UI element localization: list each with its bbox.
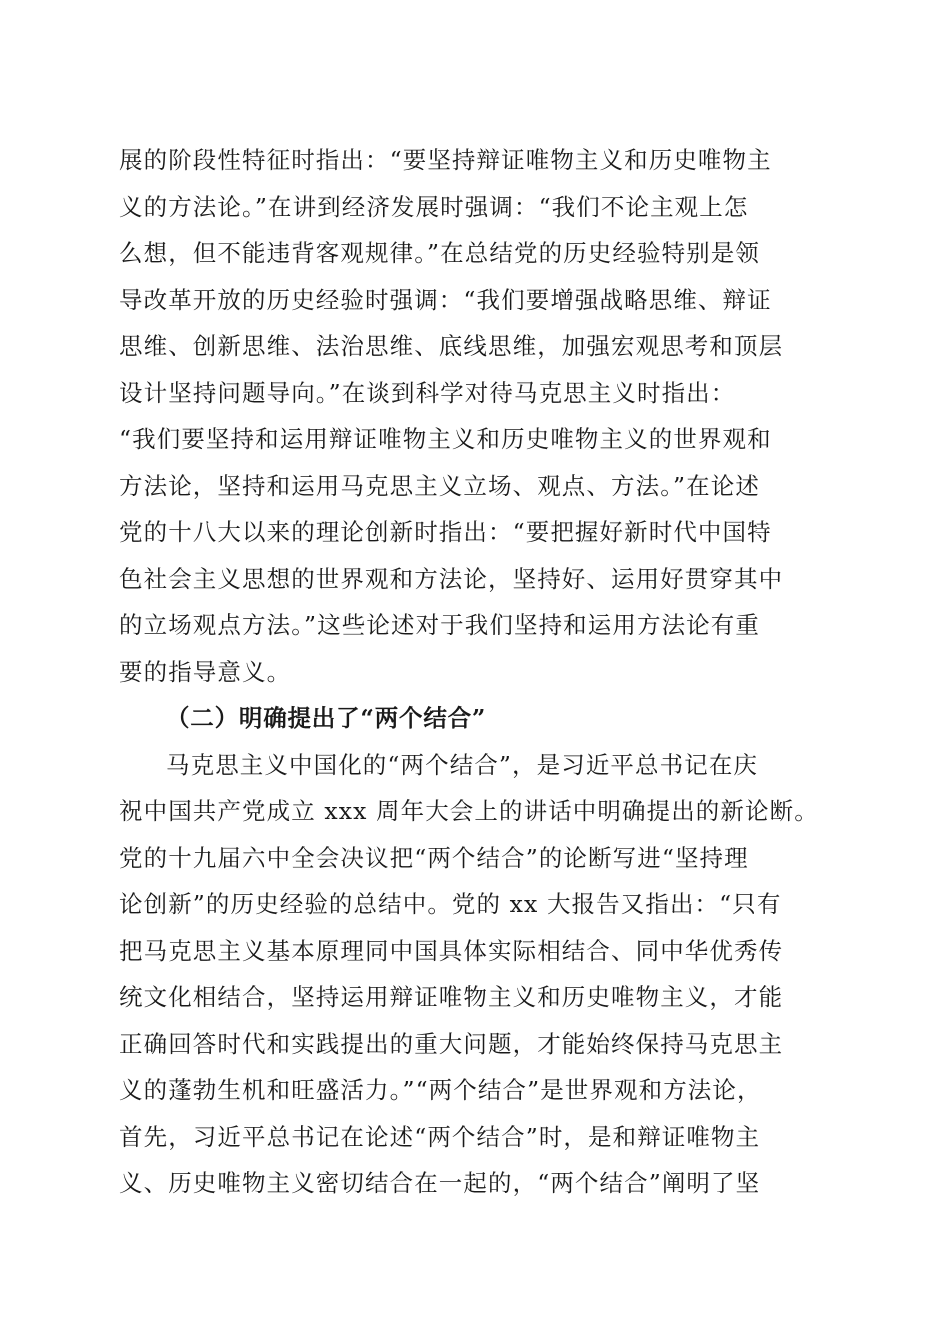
paragraph-line: 方法论，坚持和运用马克思主义立场、观点、方法。”在论述 bbox=[119, 472, 760, 500]
paragraph-line: 设计坚持问题导向。”在谈到科学对待马克思主义时指出： bbox=[119, 379, 736, 407]
paragraph-line: 祝中国共产党成立 xxx 周年大会上的讲话中明确提出的新论断。 bbox=[119, 797, 819, 825]
paragraph-line: 论创新”的历史经验的总结中。党的 xx 大报告又指出：“只有 bbox=[119, 890, 782, 918]
paragraph-line: 么想，但不能违背客观规律。”在总结党的历史经验特别是领 bbox=[119, 239, 760, 267]
paragraph-line: 义的方法论。”在讲到经济发展时强调：“我们不论主观上怎 bbox=[119, 193, 749, 221]
paragraph-line: 义的蓬勃生机和旺盛活力。”“两个结合”是世界观和方法论， bbox=[119, 1076, 762, 1104]
paragraph-line: 的立场观点方法。”这些论述对于我们坚持和运用方法论有重 bbox=[119, 611, 760, 639]
paragraph-line: 统文化相结合，坚持运用辩证唯物主义和历史唯物主义，才能 bbox=[119, 983, 784, 1011]
paragraph-line: 色社会主义思想的世界观和方法论，坚持好、运用好贯穿其中 bbox=[119, 565, 784, 593]
paragraph-line: 义、历史唯物主义密切结合在一起的，“两个结合”阐明了坚 bbox=[119, 1169, 761, 1197]
paragraph-line: 党的十八大以来的理论创新时指出：“要把握好新时代中国特 bbox=[119, 518, 772, 546]
paragraph-line: 正确回答时代和实践提出的重大问题，才能始终保持马克思主 bbox=[119, 1030, 784, 1058]
paragraph-line: 把马克思主义基本原理同中国具体实际相结合、同中华优秀传 bbox=[119, 937, 784, 965]
paragraph-line: 马克思主义中国化的“两个结合”，是习近平总书记在庆 bbox=[166, 751, 759, 779]
paragraph-line: 导改革开放的历史经验时强调：“我们要增强战略思维、辩证 bbox=[119, 286, 772, 314]
paragraph-line: 首先，习近平总书记在论述“两个结合”时，是和辩证唯物主 bbox=[119, 1123, 761, 1151]
paragraph-line: “我们要坚持和运用辩证唯物主义和历史唯物主义的世界观和 bbox=[119, 425, 772, 453]
paragraph-line: 展的阶段性特征时指出：“要坚持辩证唯物主义和历史唯物主 bbox=[119, 146, 772, 174]
paragraph-line: 要的指导意义。 bbox=[119, 658, 292, 686]
section-heading: （二）明确提出了“两个结合” bbox=[166, 704, 487, 732]
paragraph-line: 党的十九届六中全会决议把“两个结合”的论断写进“坚持理 bbox=[119, 844, 749, 872]
paragraph-line: 思维、创新思维、法治思维、底线思维，加强宏观思考和顶层 bbox=[119, 332, 784, 360]
